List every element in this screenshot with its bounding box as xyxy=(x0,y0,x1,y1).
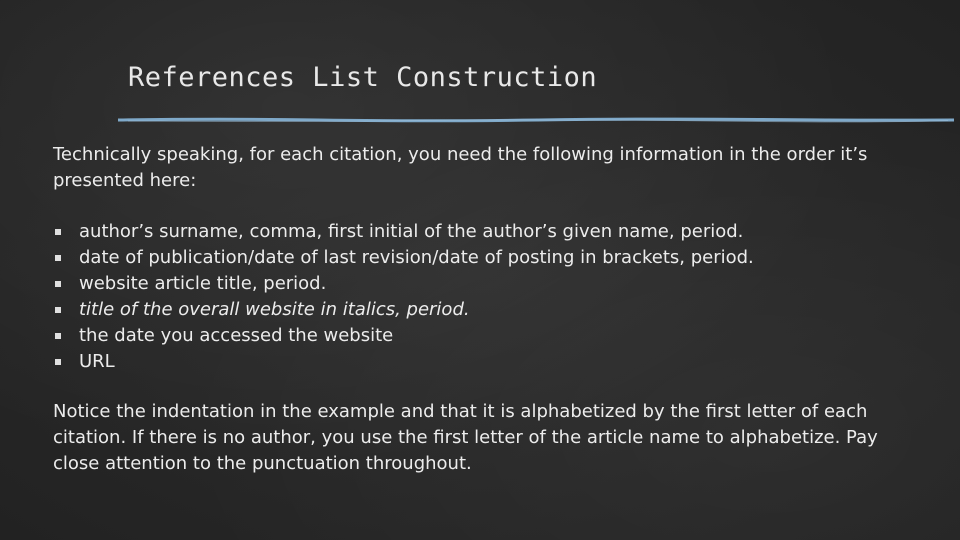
square-bullet-icon xyxy=(55,307,61,313)
list-item xyxy=(53,245,754,271)
list-item-text: title of the overall website in italics, period. xyxy=(79,299,470,320)
list-item xyxy=(53,219,754,245)
requirements-list xyxy=(53,219,754,375)
list-item-text: URL xyxy=(79,351,115,372)
intro-paragraph: Technically speaking, for each citation, you need the following information in the order it’s presented here: xyxy=(53,144,868,191)
closing-paragraph: Notice the indentation in the example and that it is alphabetized by the first letter of each citation. If there is no author, you use the first letter of the article name to alphabetize. Pay close attention to the punctuation throughout. xyxy=(53,401,878,474)
square-bullet-icon xyxy=(55,255,61,261)
square-bullet-icon xyxy=(55,229,61,235)
slide-title: References List Construction xyxy=(128,62,598,93)
list-item-text: the date you accessed the website xyxy=(79,325,394,346)
title-underline xyxy=(118,117,954,123)
list-item xyxy=(53,297,754,323)
list-item xyxy=(53,349,754,375)
list-item-text: author’s surname, comma, first initial of the author’s given name, period. xyxy=(79,221,744,242)
square-bullet-icon xyxy=(55,333,61,339)
square-bullet-icon xyxy=(55,359,61,365)
list-item xyxy=(53,271,754,297)
list-item-text: date of publication/date of last revision/date of posting in brackets, period. xyxy=(79,247,754,268)
square-bullet-icon xyxy=(55,281,61,287)
list-item-text: website article title, period. xyxy=(79,273,327,294)
list-item xyxy=(53,323,754,349)
